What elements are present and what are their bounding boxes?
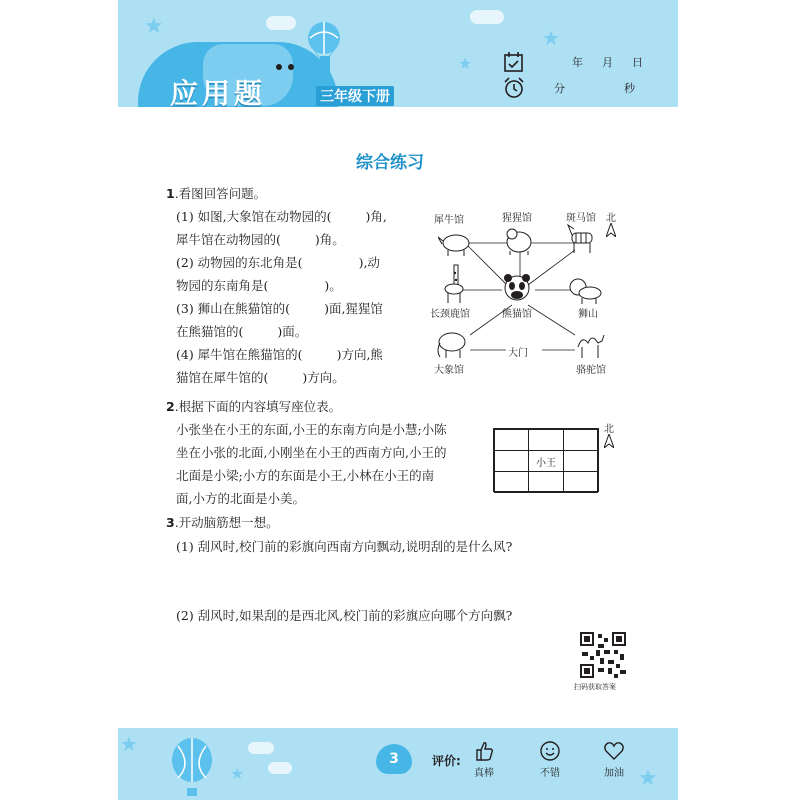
star-icon: ★ <box>458 54 473 73</box>
seat-cell-center: 小王 <box>529 451 563 472</box>
seat-cell[interactable] <box>529 472 563 493</box>
elephant-icon <box>434 329 468 359</box>
q1-text: (4) 犀牛馆在熊猫馆的( <box>176 347 303 362</box>
star-icon: ★ <box>230 764 245 783</box>
qr-caption: 扫码获取答案 <box>574 683 616 691</box>
calendar-icon <box>502 50 526 74</box>
q1-line <box>176 251 416 274</box>
question-3-sub1: (1) 刮风时,校门前的彩旗向西南方向飘动,说明刮的是什么风? <box>176 539 513 554</box>
gate-label: 大门 <box>508 348 528 359</box>
q1-line <box>176 274 416 297</box>
q1-text: 犀牛馆在动物园的( <box>176 232 281 247</box>
alarm-clock-icon <box>502 76 526 100</box>
question-text: .根据下面的内容填写座位表。 <box>174 399 342 414</box>
rating-great-label: 真棒 <box>474 768 494 779</box>
page-title: 应用题 <box>170 77 267 107</box>
q1-text: 在熊猫馆的( <box>176 324 244 339</box>
q1-text: ),动 <box>358 255 380 270</box>
q1-text: (3) 狮山在熊猫馆的( <box>176 301 291 316</box>
question-3-stem <box>166 511 279 534</box>
camel-hall-label: 骆驼馆 <box>576 365 606 376</box>
qr-code[interactable] <box>580 632 626 678</box>
q1-text: )方向。 <box>302 370 345 385</box>
hot-air-balloon-icon <box>170 738 214 798</box>
gorilla-icon <box>502 225 536 255</box>
time-row <box>502 76 678 102</box>
seat-cell[interactable] <box>563 451 597 472</box>
seat-cell[interactable] <box>563 472 597 493</box>
rating-good-label: 不错 <box>540 768 560 779</box>
question-text: .看图回答问题。 <box>174 186 267 201</box>
q1-text: (1) 如图,大象馆在动物园的( <box>176 209 332 224</box>
question-2-body <box>176 418 482 510</box>
question-1-stem <box>166 182 266 205</box>
q1-text: )。 <box>324 278 342 293</box>
north-arrow-icon <box>604 434 614 448</box>
day-label: 日 <box>632 56 643 69</box>
elephant-eye <box>288 64 294 70</box>
panda-hall-label: 熊猫馆 <box>502 309 532 320</box>
zebra-icon <box>566 223 600 253</box>
year-label: 年 <box>572 56 583 69</box>
evaluation-label: 评价: <box>432 754 461 768</box>
zebra-hall-label: 斑马馆 <box>566 213 596 224</box>
section-title: 综合练习 <box>356 153 424 173</box>
elephant-hall-label: 大象馆 <box>434 365 464 376</box>
heart-icon <box>603 740 625 762</box>
q1-line <box>176 297 416 320</box>
lion-icon <box>568 275 602 305</box>
header-banner <box>118 0 678 107</box>
seating-chart <box>493 428 599 492</box>
month-label: 月 <box>602 56 613 69</box>
seat-cell[interactable] <box>495 451 529 472</box>
cloud-icon <box>266 16 296 30</box>
rating-keep-going-label: 加油 <box>604 768 624 779</box>
q1-text: )角。 <box>314 232 345 247</box>
q1-text: (2) 动物园的东北角是( <box>176 255 303 270</box>
question-text: .开动脑筋想一想。 <box>174 515 279 530</box>
page-number: 3 <box>376 744 412 774</box>
q1-text: )面,猩猩馆 <box>324 301 383 316</box>
thumbs-up-icon <box>474 740 494 762</box>
giraffe-hall-label: 长颈鹿馆 <box>430 309 470 320</box>
rating-great[interactable] <box>464 740 504 779</box>
star-icon: ★ <box>120 732 138 756</box>
question-1-body <box>176 205 416 389</box>
q1-text: )面。 <box>277 324 308 339</box>
grade-label: 三年级下册 <box>316 86 394 106</box>
minute-label: 分 <box>554 82 565 95</box>
date-time-box <box>502 50 678 102</box>
rhino-icon <box>438 227 472 257</box>
smiley-face-icon <box>539 740 561 762</box>
q2-line: 坐在小张的北面,小刚坐在小王的西南方向,小王的 <box>176 445 447 460</box>
north-label: 北 <box>604 424 614 435</box>
footer-banner <box>118 728 678 800</box>
q2-line: 小张坐在小王的东面,小王的东南方向是小慧;小陈 <box>176 422 447 437</box>
q2-line: 面,小方的北面是小美。 <box>176 491 305 506</box>
seat-cell[interactable] <box>495 472 529 493</box>
q1-line <box>176 228 416 251</box>
date-row <box>502 50 678 76</box>
question-number: 1 <box>166 186 175 201</box>
q1-text: )方向,熊 <box>336 347 383 362</box>
rating-keep-going[interactable] <box>594 740 634 779</box>
question-2-stem <box>166 395 341 418</box>
q1-line <box>176 366 416 389</box>
question-3-sub2: (2) 刮风时,如果刮的是西北风,校门前的彩旗应向哪个方向飘? <box>176 608 513 623</box>
seat-cell[interactable] <box>563 430 597 451</box>
lion-hill-label: 狮山 <box>578 309 598 320</box>
north-label: 北 <box>606 213 616 224</box>
second-label: 秒 <box>624 82 635 95</box>
q1-text: )角, <box>365 209 387 224</box>
panda-icon <box>500 273 534 303</box>
giraffe-icon <box>438 263 472 303</box>
cloud-icon <box>248 742 274 754</box>
star-icon: ★ <box>638 766 658 791</box>
q1-text: 猫馆在犀牛馆的( <box>176 370 269 385</box>
q1-line <box>176 320 416 343</box>
seat-cell[interactable] <box>529 430 563 451</box>
gorilla-hall-label: 猩猩馆 <box>502 213 532 224</box>
rating-good[interactable] <box>530 740 570 779</box>
seat-cell[interactable] <box>495 430 529 451</box>
q2-line: 北面是小梁;小方的东面是小王,小林在小王的南 <box>176 468 435 483</box>
camel-icon <box>574 329 608 359</box>
north-arrow-icon <box>606 223 616 237</box>
question-number: 3 <box>166 515 175 530</box>
cloud-icon <box>470 10 504 24</box>
q1-line <box>176 343 416 366</box>
q1-line <box>176 205 416 228</box>
rhino-hall-label: 犀牛馆 <box>434 215 464 226</box>
star-icon: ★ <box>144 14 164 39</box>
star-icon: ★ <box>542 26 560 50</box>
zoo-map <box>430 205 620 375</box>
q1-text: 物园的东南角是( <box>176 278 269 293</box>
cloud-icon <box>268 762 292 774</box>
question-number: 2 <box>166 399 175 414</box>
elephant-eye <box>276 64 282 70</box>
